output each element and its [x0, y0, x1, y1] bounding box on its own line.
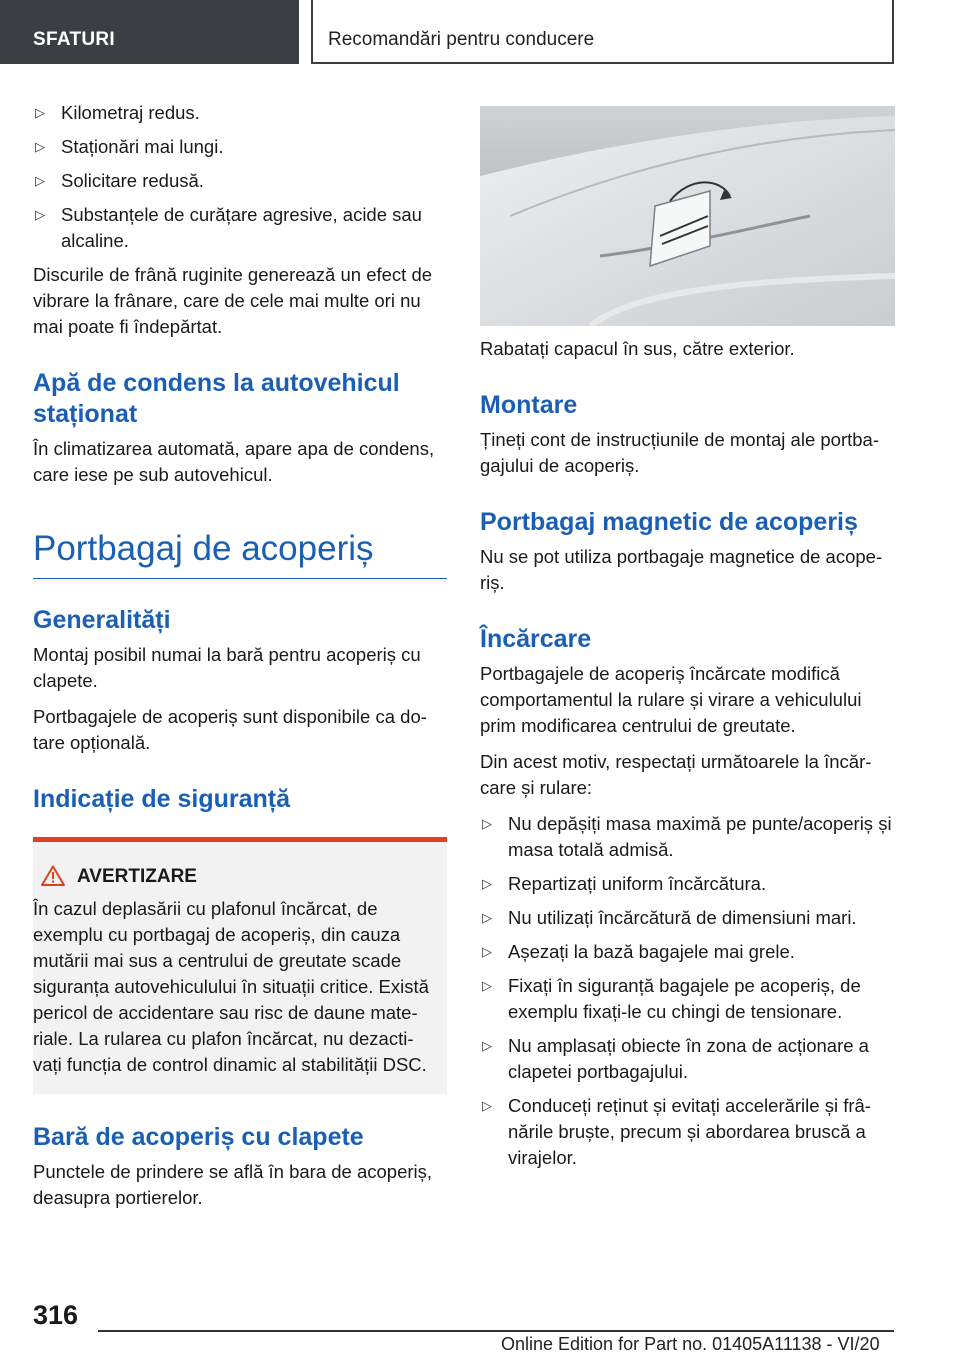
bullet-triangle-icon: ▷: [35, 173, 45, 188]
header-section-label: SFATURI: [33, 29, 115, 50]
loading-paragraph-2: Din acest motiv, respectați următoarele la încăr-care și rulare:: [480, 751, 872, 798]
mount-heading: Montare: [480, 391, 578, 419]
bullet-triangle-icon: ▷: [482, 978, 492, 993]
general-heading: Generalități: [33, 606, 171, 634]
warning-title: AVERTIZARE: [77, 864, 437, 890]
header-chapter-label: Recomandări pentru conducere: [328, 29, 595, 50]
warning-triangle-icon: [41, 865, 65, 886]
loading-paragraph-1: Portbagajele de acoperiș încărcate modifică comportamentul la rulare și virare a vehiculului prim modificarea centrului de greutate.: [480, 663, 862, 736]
condens-heading: Apă de condens la autovehicul staționat: [33, 369, 400, 428]
list-item: ▷ Nu amplasați obiecte în zona de acționare a clapetei portbagajului.: [482, 1035, 869, 1082]
general-paragraph-1: Montaj posibil numai la bară pentru acoperiș cu clapete.: [33, 644, 421, 691]
photo-caption: Rabatați capacul în sus, către exterior.: [480, 338, 795, 359]
bullet-triangle-icon: ▷: [35, 139, 45, 154]
magnetic-heading: Portbagaj magnetic de acoperiș: [480, 508, 858, 536]
roof-bar-paragraph: Punctele de prindere se află în bara de acoperiș, deasupra portierelor.: [33, 1161, 433, 1208]
roof-cover-illustration: [480, 106, 895, 326]
condens-paragraph: În climatizarea automată, apare apa de condens, care iese pe sub autovehicul.: [33, 438, 435, 485]
header-section-tab: [0, 0, 299, 64]
page-number: 316: [33, 1300, 79, 1330]
safety-heading: Indicație de siguranță: [33, 785, 291, 813]
footer-edition: Online Edition for Part no. 01405A11138 - VI/20: [501, 1334, 880, 1354]
right-column: [480, 336, 895, 1179]
list-item: ▷ Așezați la bază bagajele mai grele.: [480, 939, 895, 965]
bullet-triangle-icon: ▷: [35, 105, 45, 120]
bullet-triangle-icon: ▷: [482, 1038, 492, 1053]
list-item: ▷ Repartizați uniform încărcătura.: [480, 871, 895, 897]
roof-rack-heading: Portbagaj de acoperiș: [33, 528, 447, 579]
bullet-triangle-icon: ▷: [35, 207, 45, 222]
roof-cover-photo: [480, 106, 895, 326]
list-item: ▷ Nu utilizați încărcătură de dimensiuni mari.: [480, 905, 895, 931]
list-item: ▷ Kilometraj redus.: [33, 100, 447, 126]
list-item: ▷ Conduceți reținut și evitați accelerările și frâ-nările bruște, precum și abordarea bruscă a virajelor.: [482, 1095, 871, 1168]
brake-paragraph: Discurile de frână ruginite generează un efect de vibrare la frânare, care de cele mai multe ori nu mai poate fi îndepărtat.: [33, 264, 433, 337]
bullet-triangle-icon: ▷: [482, 910, 492, 925]
general-paragraph-2: Portbagajele de acoperiș sunt disponibile ca do-tare opțională.: [33, 706, 427, 753]
list-item: ▷ Staționări mai lungi.: [33, 134, 447, 160]
list-item: ▷ Substanțele de curățare agresive, acide sau alcaline.: [35, 204, 422, 251]
header-chapter-tab: [311, 0, 894, 64]
left-column: [33, 100, 447, 1221]
bullet-triangle-icon: ▷: [482, 944, 492, 959]
bullet-triangle-icon: ▷: [482, 1098, 492, 1113]
loading-heading: Încărcare: [480, 625, 592, 653]
warning-text: În cazul deplasării cu plafonul încărcat, de exemplu cu portbagaj de acoperiș, din cauza mutării mai sus a centrului de greutate scade siguranța autovehiculului în situații critice. Există pericol de accidentare sau risc de daune mate-riale. La rularea cu plafon încărcat, nu dezacti-vați funcția de control dinamic al stabilității DSC.: [33, 898, 429, 1075]
mount-paragraph: Țineți cont de instrucțiunile de montaj ale portba-gajului de acoperiș.: [480, 429, 879, 476]
list-item: ▷ Solicitare redusă.: [33, 168, 447, 194]
list-item: ▷ Fixați în siguranță bagajele pe acoperiș, de exemplu fixați-le cu chingi de tensionare.: [482, 975, 861, 1022]
bullet-triangle-icon: ▷: [482, 876, 492, 891]
roof-bar-heading: Bară de acoperiș cu clapete: [33, 1123, 364, 1151]
list-item: ▷ Nu depășiți masa maximă pe punte/acoperiș și masa totală admisă.: [482, 813, 892, 860]
footer-divider: [98, 1330, 894, 1332]
warning-box: [33, 837, 447, 1094]
magnetic-paragraph: Nu se pot utiliza portbagaje magnetice de acope-riș.: [480, 546, 883, 593]
bullet-triangle-icon: ▷: [482, 816, 492, 831]
